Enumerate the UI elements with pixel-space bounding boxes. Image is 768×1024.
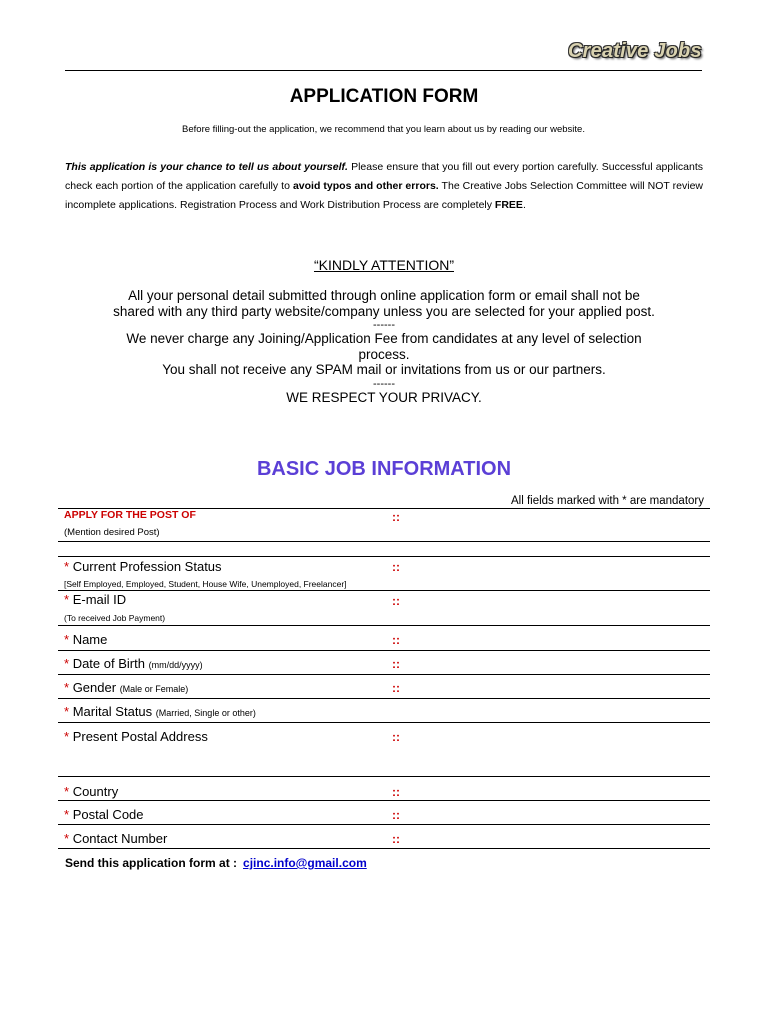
name-label: * Name xyxy=(64,632,108,647)
intro-emphasis: This application is your chance to tell us about yourself. xyxy=(65,161,348,173)
email-hint: (To received Job Payment) xyxy=(64,613,166,623)
intro-part3: . xyxy=(522,199,526,211)
form-row-dob[interactable] xyxy=(58,651,710,675)
form-row-post[interactable] xyxy=(58,508,710,542)
footer-text: Send this application form at : xyxy=(65,856,238,870)
contact-label: * Contact Number xyxy=(64,831,168,846)
form-row-email[interactable] xyxy=(58,591,710,626)
form-row-name[interactable] xyxy=(58,626,710,651)
subtitle: Before filling-out the application, we recommend that you learn about us by reading our website. xyxy=(182,124,585,135)
intro-part1: Please ensure that you fill out every portion carefully. Successful applicants check each portion of the application carefully to xyxy=(65,161,703,192)
dob-label: * Date of Birth (mm/dd/yyyy) xyxy=(64,656,203,671)
privacy-line-1: All your personal detail submitted through online application form or email shall not be shared with any third party website/company unless you are selected for your applied post. xyxy=(113,288,655,319)
form-row-post-extra[interactable] xyxy=(58,542,710,557)
form-row-address[interactable] xyxy=(58,723,710,777)
postal-label: * Postal Code xyxy=(64,807,144,822)
country-separator: :: xyxy=(392,785,400,799)
gender-label: * Gender (Male or Female) xyxy=(64,680,189,695)
privacy-line-2: We never charge any Joining/Application Fee from candidates at any level of selection process. xyxy=(126,331,642,362)
privacy-dash-2: ------ xyxy=(373,377,395,390)
post-separator: :: xyxy=(392,510,400,524)
postal-separator: :: xyxy=(392,808,400,822)
dob-separator: :: xyxy=(392,657,400,671)
profession-hint: [Self Employed, Employed, Student, House Wife, Unemployed, Freelancer] xyxy=(64,579,347,589)
mandatory-note: All fields marked with * are mandatory xyxy=(510,495,704,507)
privacy-line-4: WE RESPECT YOUR PRIVACY. xyxy=(286,389,482,405)
marital-label: * Marital Status (Married, Single or other) xyxy=(64,704,256,719)
profession-label: * Current Profession Status xyxy=(64,559,222,574)
name-separator: :: xyxy=(392,633,400,647)
intro-bold1: avoid typos and other errors. xyxy=(292,180,439,192)
intro-paragraph xyxy=(65,158,703,215)
gender-separator: :: xyxy=(392,681,400,695)
header-rule xyxy=(65,70,702,71)
form-row-profession[interactable] xyxy=(58,557,710,591)
profession-separator: :: xyxy=(392,560,400,574)
form-row-contact[interactable] xyxy=(58,825,710,849)
email-label: * E-mail ID xyxy=(64,592,127,607)
post-hint: (Mention desired Post) xyxy=(64,527,160,538)
form-row-postal[interactable] xyxy=(58,801,710,825)
page-title: APPLICATION FORM xyxy=(289,86,479,107)
form-row-gender[interactable] xyxy=(58,675,710,699)
address-separator: :: xyxy=(392,730,400,744)
creative-jobs-logo: Creative Jobs xyxy=(568,40,702,62)
attention-heading: “KINDLY ATTENTION” xyxy=(313,257,454,273)
contact-email-link[interactable]: cjinc.info@gmail.com xyxy=(243,856,367,870)
section-title: BASIC JOB INFORMATION xyxy=(256,458,512,480)
post-label: APPLY FOR THE POST OF xyxy=(64,509,196,521)
email-separator: :: xyxy=(392,594,400,608)
form-row-marital[interactable] xyxy=(58,699,710,723)
footer-send-instruction xyxy=(65,856,367,870)
privacy-notice xyxy=(110,288,658,405)
country-label: * Country xyxy=(64,784,119,799)
application-form xyxy=(58,508,710,849)
privacy-line-3: You shall not receive any SPAM mail or invitations from us or our partners. xyxy=(162,362,606,377)
form-row-country[interactable] xyxy=(58,777,710,801)
intro-bold2: FREE xyxy=(494,199,523,211)
privacy-dash-1: ------ xyxy=(373,319,395,331)
contact-separator: :: xyxy=(392,832,400,846)
intro-part2: The Creative Jobs Selection Committee will NOT review incomplete applications. Registration Process and Work Distribution Process are completely xyxy=(65,180,703,211)
address-label: * Present Postal Address xyxy=(64,729,208,744)
